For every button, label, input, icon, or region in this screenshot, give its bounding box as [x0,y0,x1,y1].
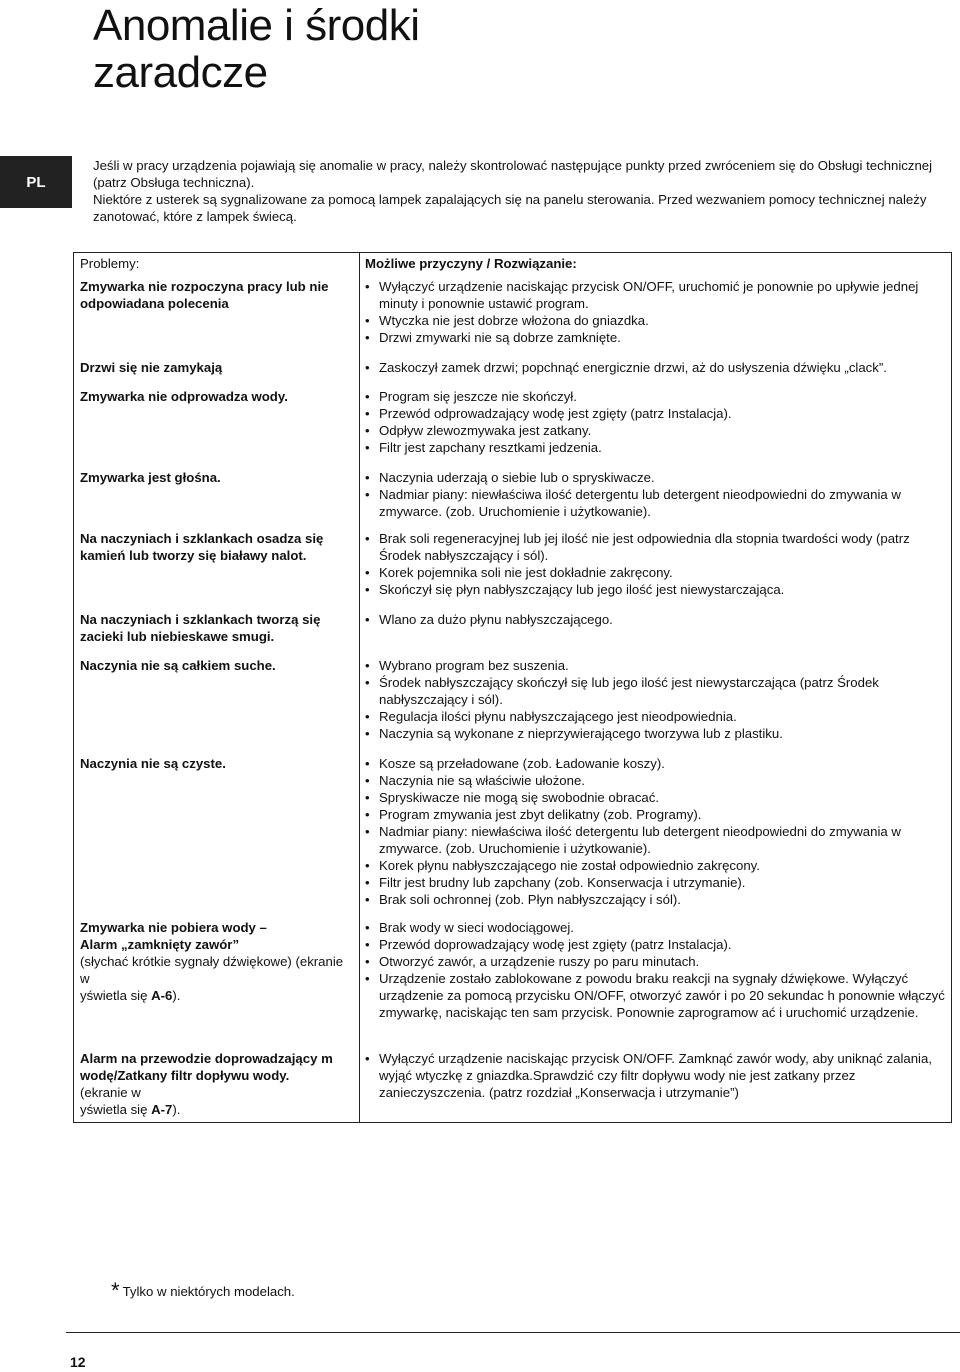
solution-item: • Filtr jest zapchany resztkami jedzenia. [365,439,949,456]
problem-text: Zmywarka nie pobiera wody – [80,920,267,935]
problem-cell [80,469,352,486]
solution-item: • Naczynia nie są właściwie ułożone. [365,772,949,789]
header-problems: Problemy: [80,256,140,271]
solution-item: • Otworzyć zawór, a urządzenie ruszy po paru minutach. [365,953,949,970]
solution-item: • Brak wody w sieci wodociągowej. [365,919,949,936]
footnote [111,1279,295,1304]
problem-text: Alarm na przewodzie doprowadzający m wodę/Zatkany filtr dopływu wody. [80,1051,333,1083]
solution-item: • Nadmiar piany: niewłaściwa ilość detergentu lub detergent nieodpowiedni do zmywania w zmywarce. (zob. Uruchomienie i użytkowanie). [365,486,949,520]
solution-item: • Brak soli regeneracyjnej lub jej ilość nie jest odpowiednia dla stopnia twardości wody (patrz Środek nabłyszczający i sól). [365,530,949,564]
problem-note: yświetla się [80,1102,152,1117]
solution-item: • Urządzenie zostało zablokowane z powodu braku reakcji na sygnały dźwiękowe. Wyłączyć urządzenie za pomocą przycisku ON/OFF, otworzyć zawór i po 20 sekundac h ponownie włączyć zmywarkę, naciskając ten sam przycisk. Ponownie zaprogramow ać i uruchomić urządzenie. [365,970,949,1021]
solution-item: • Program zmywania jest zbyt delikatny (zob. Programy). [365,806,949,823]
problem-cell [80,530,352,564]
problem-note: (słychać krótkie sygnały dźwiękowe) (ekranie w [80,954,344,986]
problem-cell [80,657,352,674]
solution-list [365,388,949,456]
solution-item: • Drzwi zmywarki nie są dobrze zamknięte. [365,329,949,346]
problem-note: ). [172,1102,181,1117]
solution-item: • Wyłączyć urządzenie naciskając przycisk ON/OFF, uruchomić je ponownie po upływie jednej minuty i ponownie ustawić program. [365,278,949,312]
solution-list [365,278,949,346]
solution-list [365,919,949,1021]
problem-text: Na naczyniach i szklankach osadza się kamień lub tworzy się białawy nalot. [80,531,324,563]
problem-text: Naczynia nie są całkiem suche. [80,658,276,673]
solution-item: • Naczynia uderzają o siebie lub o spryskiwacze. [365,469,949,486]
problem-cell [80,388,352,405]
column-divider [359,253,360,1122]
problem-text: Zmywarka jest głośna. [80,470,221,485]
solution-item: • Program się jeszcze nie skończył. [365,388,949,405]
solution-item: • Brak soli ochronnej (zob. Płyn nabłyszczający i sól). [365,891,949,908]
error-code: A-6 [151,988,173,1003]
page-number: 12 [70,1354,86,1370]
footnote-text: Tylko w niektórych modelach. [122,1284,295,1299]
solution-list [365,530,949,598]
solution-item: • Kosze są przeładowane (zob. Ładowanie koszy). [365,755,949,772]
solution-item: • Zaskoczył zamek drzwi; popchnąć energicznie drzwi, aż do usłyszenia dźwięku „clack”. [365,359,949,376]
troubleshooting-table [73,252,952,1123]
solution-item: • Odpływ zlewozmywaka jest zatkany. [365,422,949,439]
solution-item: • Naczynia są wykonane z nieprzywierającego tworzywa lub z plastiku. [365,725,949,742]
solution-item: • Wtyczka nie jest dobrze włożona do gniazdka. [365,312,949,329]
solution-item: • Filtr jest brudny lub zapchany (zob. Konserwacja i utrzymanie). [365,874,949,891]
intro-paragraph: Niektóre z usterek są sygnalizowane za pomocą lampek zapalających się na panelu sterowania. Przed wezwaniem pomocy technicznej należy zanotować, które z lampek świecą. [93,192,927,224]
problem-text: Zmywarka nie rozpoczyna pracy lub nie odpowiadana polecenia [80,279,329,311]
intro-text [93,157,951,225]
problem-cell [80,919,352,1004]
solution-item: • Wyłączyć urządzenie naciskając przycisk ON/OFF. Zamknąć zawór wody, aby uniknąć zalania, wyjąć wtyczkę z gniazdka.Sprawdzić czy filtr dopływu wody nie jest zatkany przez zanieczyszczenia. (patrz rozdział „Konserwacja i utrzymanie”) [365,1050,949,1101]
problem-text: Na naczyniach i szklankach tworzą się zacieki lub niebieskawe smugi. [80,612,321,644]
solution-item: • Przewód doprowadzający wodę jest zgięty (patrz Instalacja). [365,936,949,953]
problem-note: ). [172,988,181,1003]
intro-paragraph: Jeśli w pracy urządzenia pojawiają się anomalie w pracy, należy skontrolować następujące punkty przed zwróceniem się do Obsługi technicznej (patrz Obsługa techniczna). [93,158,933,190]
problem-text: Zmywarka nie odprowadza wody. [80,389,288,404]
footnote-asterisk: * [111,1278,120,1303]
solution-item: • Środek nabłyszczający skończył się lub jego ilość jest niewystarczająca (patrz Środek nabłyszczający i sól). [365,674,949,708]
problem-text: Naczynia nie są czyste. [80,756,226,771]
solution-item: • Wybrano program bez suszenia. [365,657,949,674]
solution-list [365,1050,949,1101]
problem-text: Alarm „zamknięty zawór” [80,937,240,952]
solution-list [365,611,949,628]
header-solutions: Możliwe przyczyny / Rozwiązanie: [365,256,577,271]
solution-item: • Korek płynu nabłyszczającego nie został odpowiednio zakręcony. [365,857,949,874]
problem-cell [80,1050,352,1118]
solution-item: • Skończył się płyn nabłyszczający lub jego ilość jest niewystarczająca. [365,581,949,598]
problem-note: yświetla się [80,988,152,1003]
problem-note: (ekranie w [80,1085,141,1100]
solution-list [365,657,949,742]
problem-cell [80,611,352,645]
page-title-line-2: zaradcze [93,48,268,97]
solution-item: • Korek pojemnika soli nie jest dokładnie zakręcony. [365,564,949,581]
solution-list [365,359,949,376]
problem-cell [80,755,352,772]
problem-text: Drzwi się nie zamykają [80,360,223,375]
solution-item: • Wlano za dużo płynu nabłyszczającego. [365,611,949,628]
problem-cell [80,359,352,376]
problem-cell [80,278,352,312]
page-title-line-1: Anomalie i środki [93,1,420,50]
solution-item: • Nadmiar piany: niewłaściwa ilość detergentu lub detergent nieodpowiedni do zmywania w zmywarce. (zob. Uruchomienie i użytkowanie). [365,823,949,857]
solution-item: • Przewód odprowadzający wodę jest zgięty (patrz Instalacja). [365,405,949,422]
page-title [93,2,420,96]
footer-divider [66,1332,960,1333]
solution-list [365,469,949,520]
language-tab: PL [0,156,72,208]
solution-item: • Regulacja ilości płynu nabłyszczającego jest nieodpowiednia. [365,708,949,725]
solution-list [365,755,949,908]
error-code: A-7 [151,1102,173,1117]
solution-item: • Spryskiwacze nie mogą się swobodnie obracać. [365,789,949,806]
